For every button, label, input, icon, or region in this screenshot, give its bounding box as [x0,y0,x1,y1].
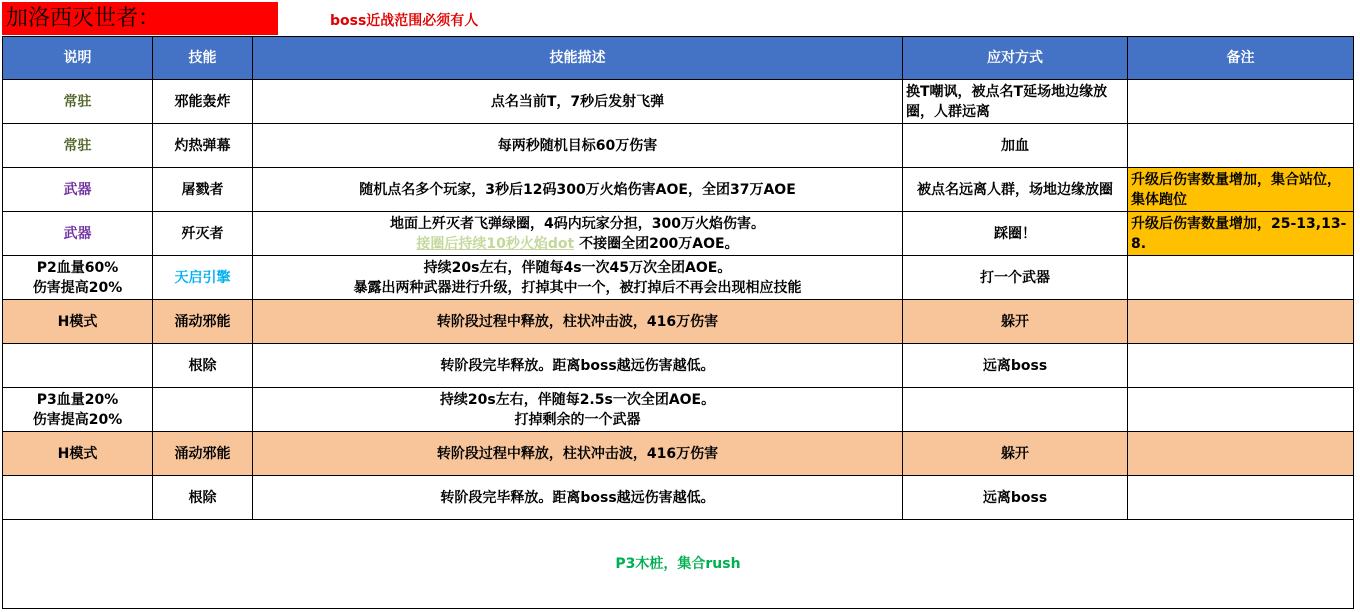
row-detail: 转阶段完毕释放。距离boss越远伤害越低。 [253,476,903,520]
row-note [1128,476,1354,520]
table-row [3,256,1354,300]
table-row [3,124,1354,168]
table-row [3,300,1354,344]
boss-note: boss近战范围必须有人 [330,13,479,29]
row-skill: 涌动邪能 [153,300,253,344]
row-skill: 灼热弹幕 [153,124,253,168]
row-note: 升级后伤害数量增加，集合站位，集体跑位 [1128,168,1354,212]
row-response: 踩圈！ [903,212,1128,256]
footer-note: P3木桩，集合rush [3,520,1354,609]
row-response: 加血 [903,124,1128,168]
row-detail [253,212,903,256]
row-note [1128,80,1354,124]
row-note [1128,432,1354,476]
row-response [903,388,1128,432]
table-row [3,168,1354,212]
desc-line: P2血量60% [36,259,119,276]
boss-title: 加洛西灭世者： [2,2,278,35]
row-detail: 随机点名多个玩家，3秒后12码300万火焰伤害AOE，全团37万AOE [253,168,903,212]
detail-line: 暴露出两种武器进行升级，打掉其中一个，被打掉后不再会出现相应技能 [353,279,802,296]
row-description: 常驻 [3,80,153,124]
table-row [3,432,1354,476]
row-note [1128,256,1354,300]
row-skill: 涌动邪能 [153,432,253,476]
row-response: 躲开 [903,432,1128,476]
row-skill: 邪能轰炸 [153,80,253,124]
detail-line [256,234,899,254]
table-row [3,388,1354,432]
table-footer-row [3,520,1354,609]
table-row [3,212,1354,256]
detail-line: 地面上歼灭者飞弹绿圈，4码内玩家分担，300万火焰伤害。 [390,215,765,232]
header-description: 说明 [3,37,153,80]
detail-faded-text: 接圈后持续10秒火焰dot [416,235,575,252]
table-row [3,344,1354,388]
table-row [3,476,1354,520]
row-skill: 根除 [153,344,253,388]
row-note [1128,388,1354,432]
row-description: H模式 [3,432,153,476]
header-notes: 备注 [1128,37,1354,80]
desc-line: P3血量20% [36,391,119,408]
detail-line: 打掉剩余的一个武器 [514,411,641,428]
row-detail [253,256,903,300]
row-detail [253,388,903,432]
row-response: 打一个武器 [903,256,1128,300]
row-description [3,256,153,300]
row-skill: 根除 [153,476,253,520]
desc-line: 伤害提高20% [32,411,123,428]
row-note [1128,344,1354,388]
row-description: 武器 [3,168,153,212]
row-detail: 转阶段过程中释放，柱状冲击波，416万伤害 [253,300,903,344]
row-note: 升级后伤害数量增加，25-13,13-8. [1128,212,1354,256]
header-skill-detail: 技能描述 [253,37,903,80]
row-response: 远离boss [903,476,1128,520]
row-skill: 屠戮者 [153,168,253,212]
header-response: 应对方式 [903,37,1128,80]
row-description: 常驻 [3,124,153,168]
row-note [1128,124,1354,168]
row-description [3,476,153,520]
row-description [3,388,153,432]
detail-line: 持续20s左右，伴随每2.5s一次全团AOE。 [439,391,716,408]
strategy-table [2,36,1354,609]
row-skill: 歼灭者 [153,212,253,256]
row-description [3,344,153,388]
table-row [3,80,1354,124]
header-skill: 技能 [153,37,253,80]
row-skill: 天启引擎 [153,256,253,300]
row-description: 武器 [3,212,153,256]
row-response: 躲开 [903,300,1128,344]
row-description: H模式 [3,300,153,344]
desc-line: 伤害提高20% [32,279,123,296]
row-detail: 点名当前T，7秒后发射飞弹 [253,80,903,124]
row-detail: 转阶段过程中释放，柱状冲击波，416万伤害 [253,432,903,476]
detail-text: 不接圈全团200万AOE。 [574,235,739,252]
row-detail: 转阶段完毕释放。距离boss越远伤害越低。 [253,344,903,388]
row-note [1128,300,1354,344]
row-skill [153,388,253,432]
row-detail: 每两秒随机目标60万伤害 [253,124,903,168]
table-header-row [3,37,1354,80]
row-response: 远离boss [903,344,1128,388]
row-response: 被点名远离人群，场地边缘放圈 [903,168,1128,212]
detail-line: 持续20s左右，伴随每4s一次45万次全团AOE。 [423,259,732,276]
row-response: 换T嘲讽，被点名T延场地边缘放圈，人群远离 [903,80,1128,124]
